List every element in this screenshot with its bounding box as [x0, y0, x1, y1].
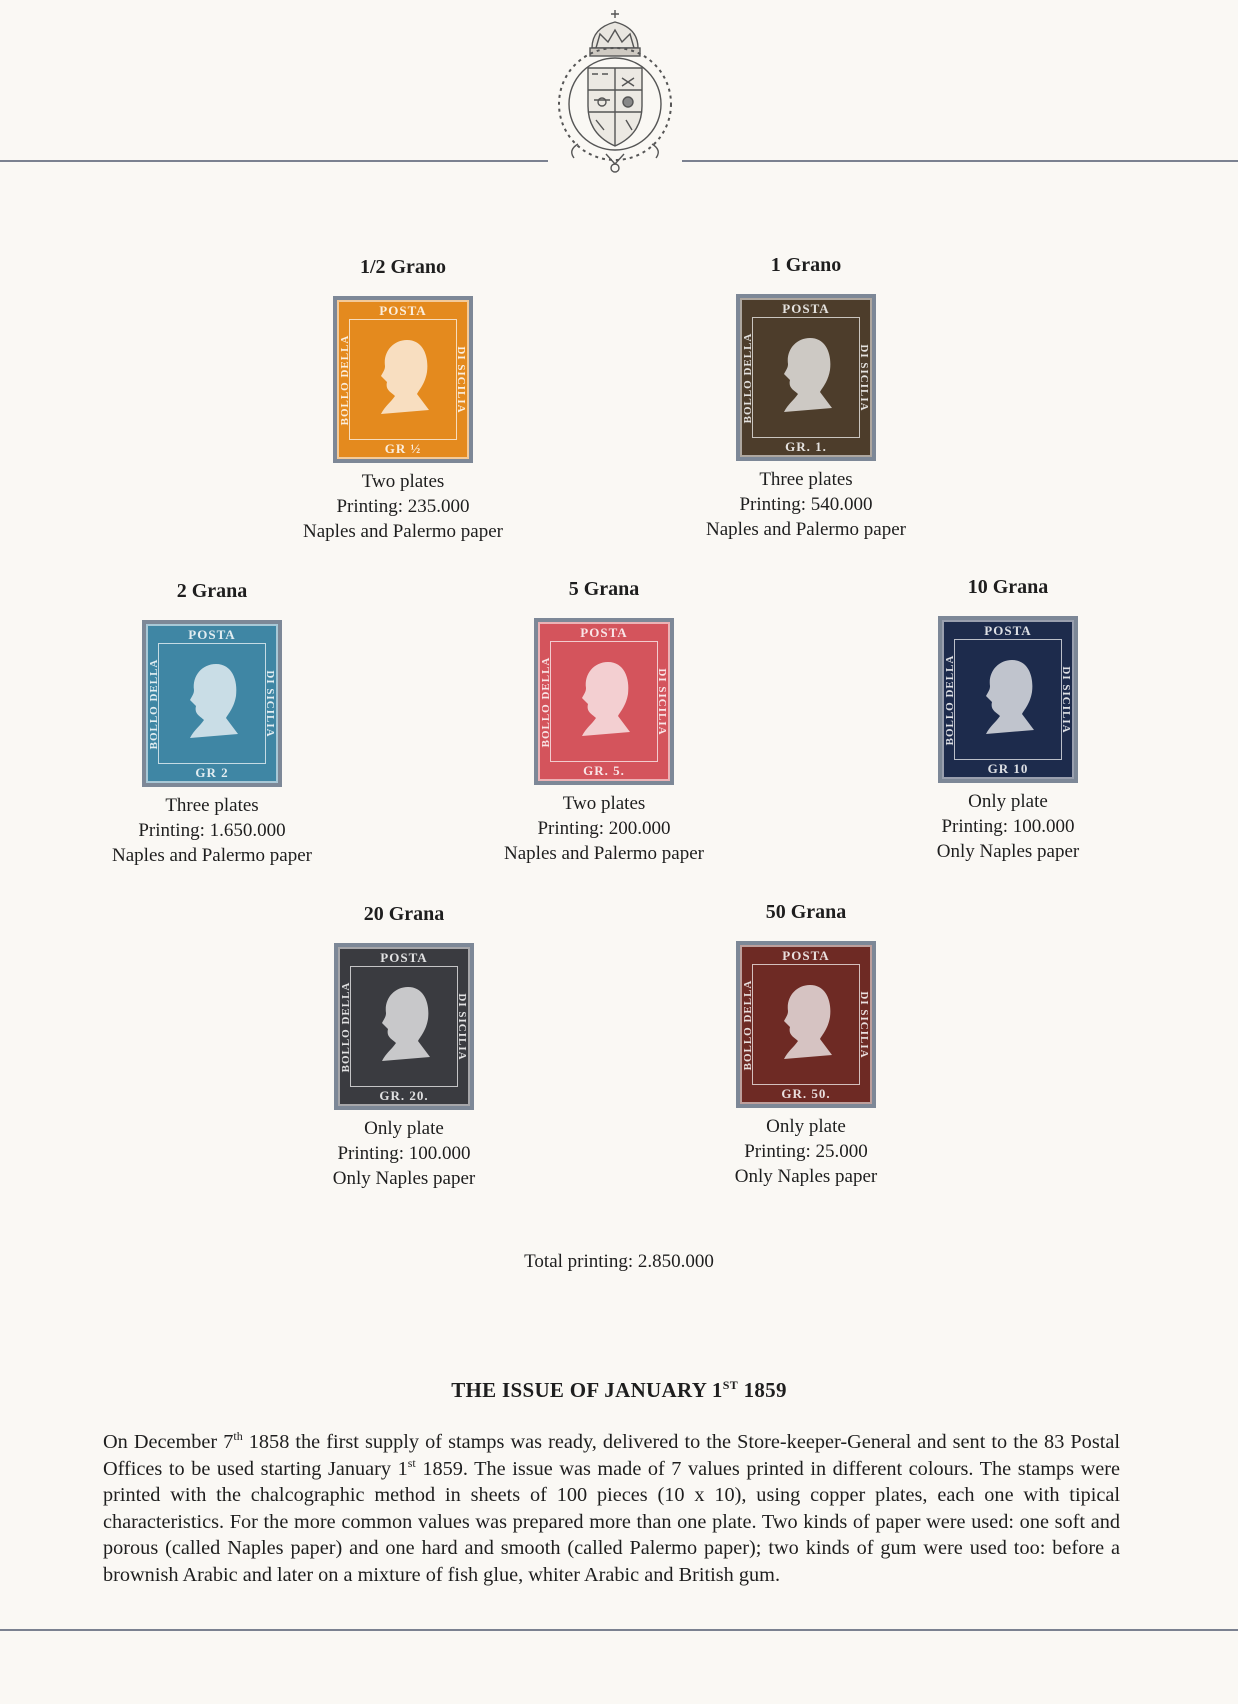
coat-of-arms-crest: [548, 4, 682, 176]
stamp-mount: [534, 618, 674, 785]
stamp-image: POSTA BOLLO DELLA DI SICILIA GR. 1.: [740, 298, 872, 457]
stamp-paper: Only Naples paper: [734, 1166, 878, 1187]
stamp-title: 50 Grana: [765, 901, 847, 923]
body-paragraph: On December 7th 1858 the first supply of stamps was ready, delivered to the Store-keeper-General and sent to the 83 Postal Offices to be used starting January 1st 1859. The issue was made of 7 values printed in different colours. The stamps were printed with the chalcographic method in sheets of 100 pieces (10 x 10), using copper plates, each one with tipical characteristics. For the more common values was prepared more than one plate. Two kinds of paper were used: one soft and porous (called Naples paper) and one hard and smooth (called Palermo paper); two kinds of gum were used too: before a brownish Arabic and later on a mixture of fish glue, whiter Arabic and British gum.: [103, 1429, 1120, 1586]
stamp-plates: Only plate: [968, 791, 1048, 812]
stamp-one-grano: [656, 252, 956, 542]
stamp-paper: Naples and Palermo paper: [504, 843, 704, 864]
stamp-image: POSTA BOLLO DELLA DI SICILIA GR 10: [942, 620, 1074, 779]
stamp-title: 1/2 Grano: [359, 256, 447, 278]
king-portrait-icon: [972, 652, 1044, 742]
stamp-title: 1 Grano: [770, 254, 842, 276]
stamp-printing: Printing: 100.000: [941, 816, 1075, 837]
stamp-image: POSTA BOLLO DELLA DI SICILIA GR. 5.: [538, 622, 670, 781]
stamp-printing: Printing: 1.650.000: [138, 820, 286, 841]
stamp-printing: Printing: 100.000: [337, 1143, 471, 1164]
stamp-paper: Naples and Palermo paper: [112, 845, 312, 866]
stamp-image: POSTA BOLLO DELLA DI SICILIA GR ½: [337, 300, 469, 459]
stamp-printing: Printing: 25.000: [744, 1141, 868, 1162]
stamp-mount: [334, 943, 474, 1110]
stamp-title: 20 Grana: [363, 903, 445, 925]
king-portrait-icon: [367, 332, 439, 422]
king-portrait-icon: [368, 979, 440, 1069]
king-portrait-icon: [770, 977, 842, 1067]
stamp-plates: Only plate: [364, 1118, 444, 1139]
stamp-paper: Naples and Palermo paper: [303, 521, 503, 542]
stamp-ten-grana: [858, 574, 1158, 864]
stamp-printing: Printing: 540.000: [739, 494, 873, 515]
stamp-printing: Printing: 235.000: [336, 496, 470, 517]
stamp-image: POSTA BOLLO DELLA DI SICILIA GR. 50.: [740, 945, 872, 1104]
stamp-paper: Only Naples paper: [936, 841, 1080, 862]
stamp-two-grana: [62, 578, 362, 868]
king-portrait-icon: [568, 654, 640, 744]
stamp-plates: Two plates: [562, 793, 646, 814]
stamp-image: POSTA BOLLO DELLA DI SICILIA GR 2: [146, 624, 278, 783]
section-heading: THE ISSUE OF JANUARY 1ST 1859: [451, 1378, 787, 1402]
stamp-plates: Only plate: [766, 1116, 846, 1137]
king-portrait-icon: [770, 330, 842, 420]
stamp-mount: [938, 616, 1078, 783]
stamp-plates: Three plates: [165, 795, 259, 816]
stamp-five-grana: [454, 576, 754, 866]
stamp-twenty-grana: [254, 901, 554, 1191]
stamp-paper: Only Naples paper: [332, 1168, 476, 1189]
stamp-plates: Three plates: [759, 469, 853, 490]
total-printing: Total printing: 2.850.000: [524, 1251, 714, 1272]
king-portrait-icon: [176, 656, 248, 746]
stamp-plates: Two plates: [361, 471, 445, 492]
stamp-title: 5 Grana: [568, 578, 640, 600]
stamp-printing: Printing: 200.000: [537, 818, 671, 839]
stamp-half-grano: [253, 254, 553, 544]
bottom-rule: [0, 1629, 1238, 1631]
stamp-mount: [333, 296, 473, 463]
stamp-mount: [736, 941, 876, 1108]
stamp-mount: [736, 294, 876, 461]
stamp-title: 2 Grana: [176, 580, 248, 602]
stamp-mount: [142, 620, 282, 787]
stamp-image: POSTA BOLLO DELLA DI SICILIA GR. 20.: [338, 947, 470, 1106]
stamp-fifty-grana: [656, 899, 956, 1189]
stamp-paper: Naples and Palermo paper: [706, 519, 906, 540]
stamp-title: 10 Grana: [967, 576, 1049, 598]
